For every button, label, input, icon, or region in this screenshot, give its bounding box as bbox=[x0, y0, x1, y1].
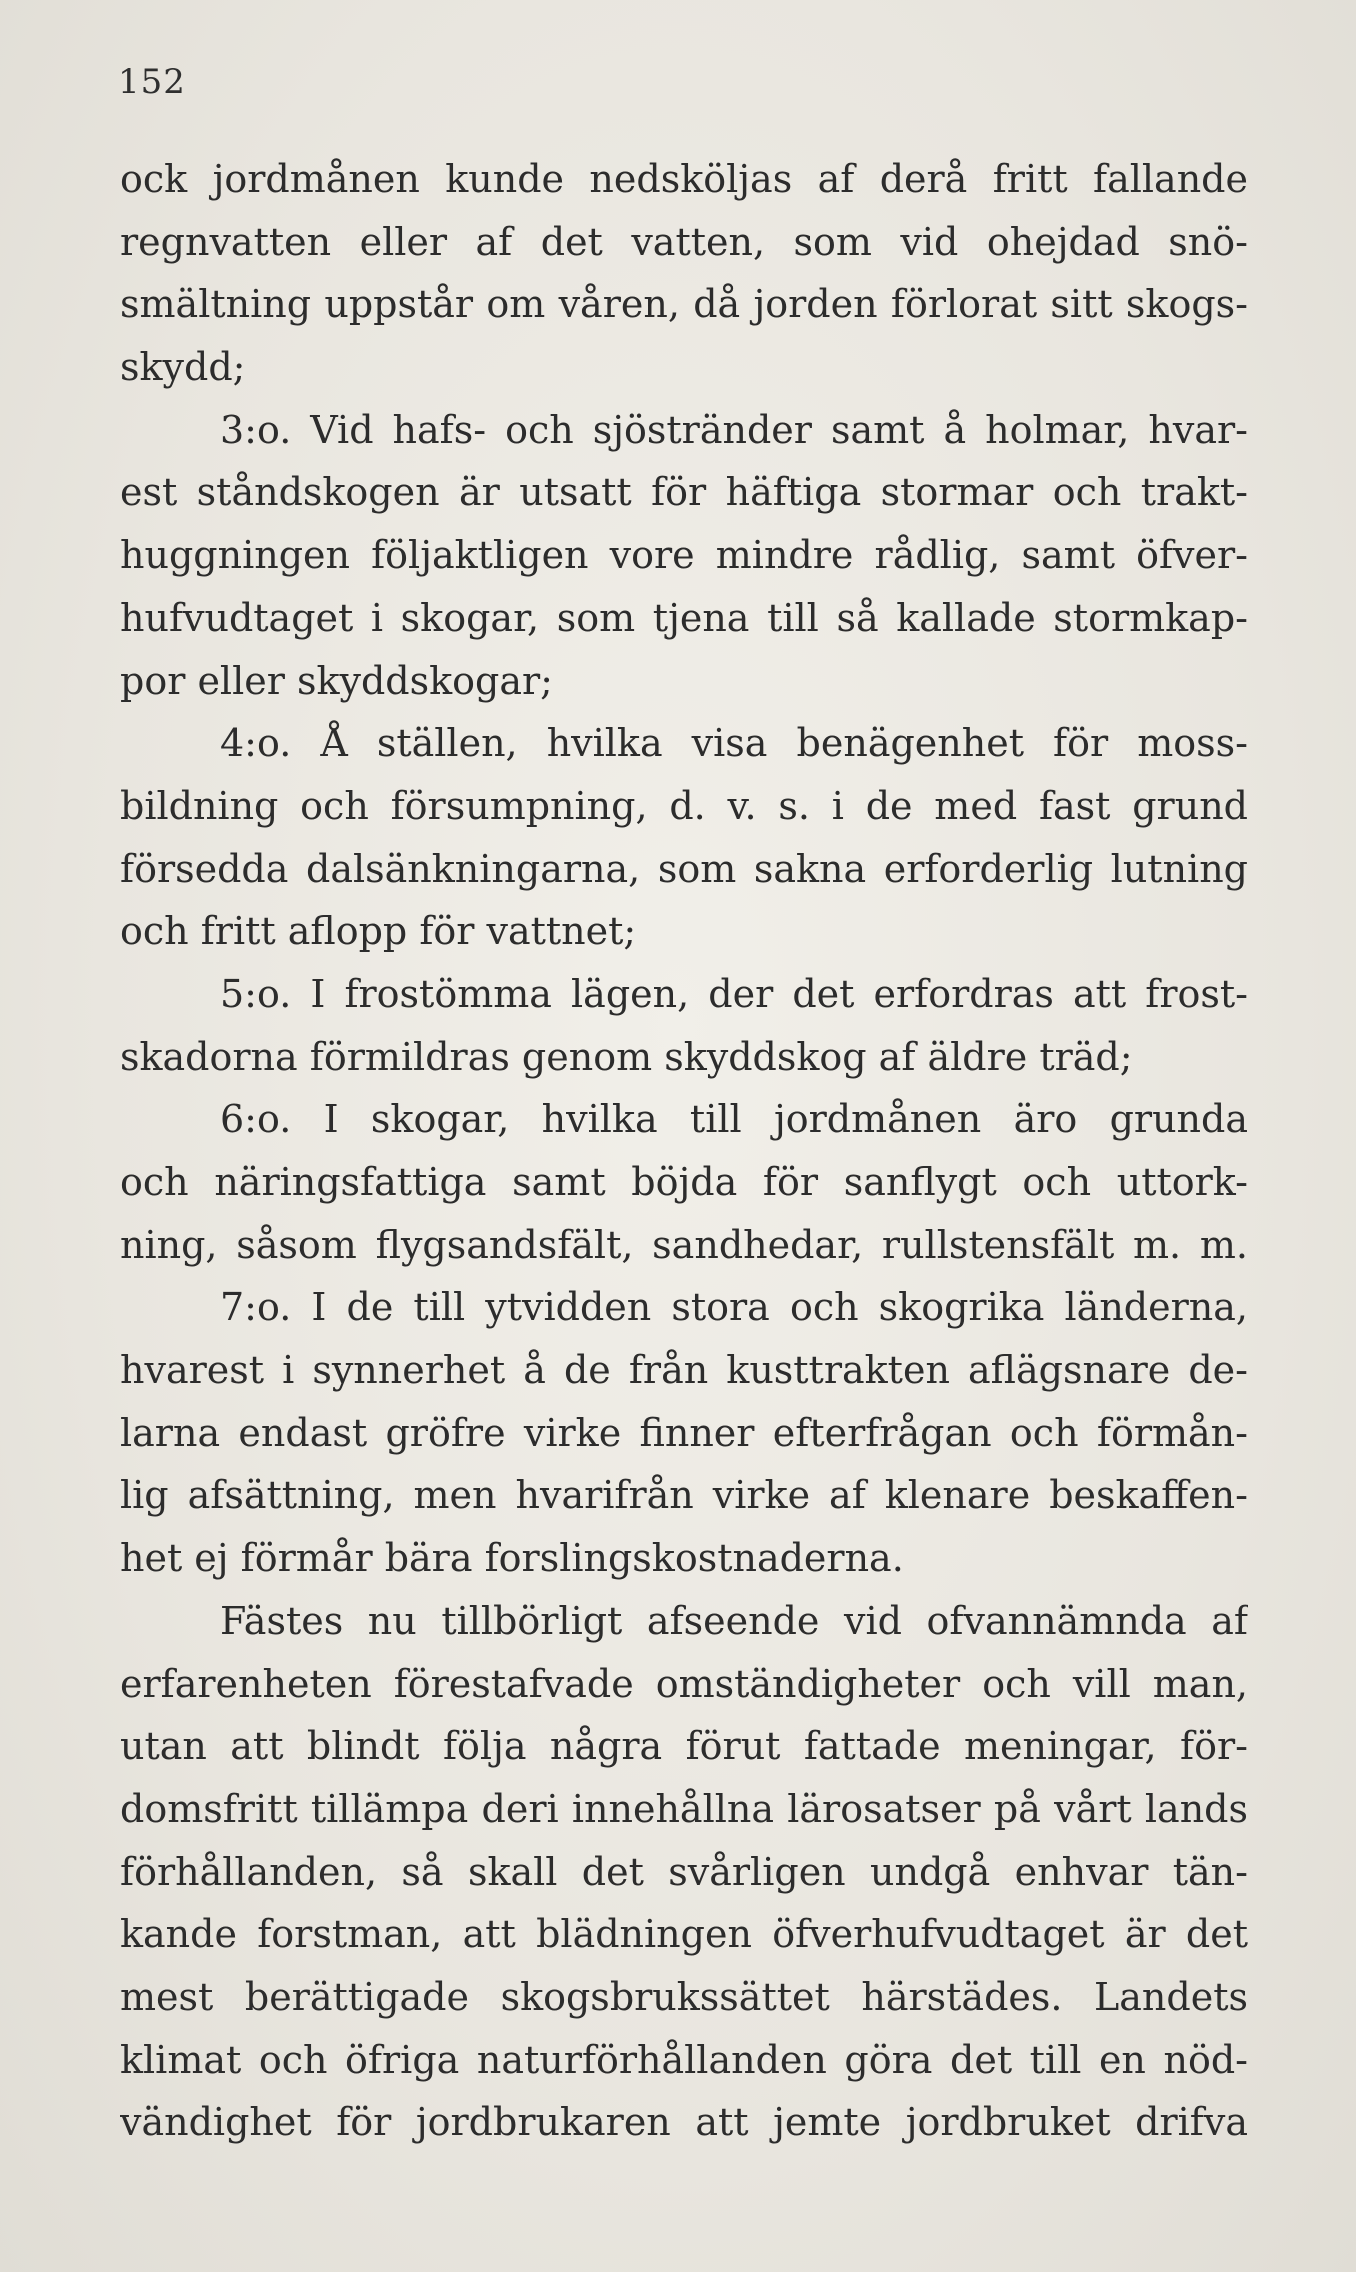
text-line: och näringsfattiga samt böjda för sanflygt och uttork- bbox=[120, 1160, 1248, 1204]
body-text bbox=[120, 148, 1248, 2154]
text-line: 6:o. I skogar, hvilka till jordmånen äro grunda bbox=[220, 1097, 1248, 1142]
text-line: skydd; bbox=[120, 345, 246, 390]
text-line: 4:o. Å ställen, hvilka visa benägenhet för moss- bbox=[220, 721, 1248, 766]
text-line: kande forstman, att blädningen öfverhufvudtaget är det bbox=[120, 1912, 1248, 1957]
text-line: och fritt aflopp för vattnet; bbox=[120, 909, 637, 954]
text-line: hvarest i synnerhet å de från kusttrakten aflägsnare de- bbox=[120, 1348, 1248, 1393]
text-line: het ej förmår bära forslingskostnaderna. bbox=[120, 1536, 904, 1581]
text-line: vändighet för jordbrukaren att jemte jordbruket drifva bbox=[120, 2100, 1248, 2145]
text-line: erfarenheten förestafvade omständigheter och vill man, bbox=[120, 1661, 1248, 1706]
text-line: domsfritt tillämpa deri innehållna lärosatser på vårt lands bbox=[120, 1786, 1248, 1831]
text-line: mest berättigade skogsbrukssättet härstädes. Landets bbox=[120, 1974, 1248, 2019]
text-line: ock jordmånen kunde nedsköljas af derå fritt fallande bbox=[120, 157, 1248, 201]
text-line: utan att blindt följa några förut fattade meningar, för- bbox=[120, 1724, 1248, 1769]
text-line: Fästes nu tillbörligt afseende vid ofvannämnda af bbox=[220, 1598, 1248, 1643]
text-line: larna endast gröfre virke finner efterfrågan och förmån- bbox=[120, 1410, 1248, 1455]
text-line: por eller skyddskogar; bbox=[120, 658, 553, 703]
text-line: 5:o. I frostömma lägen, der det erfordras att frost- bbox=[220, 971, 1248, 1016]
text-line: hufvudtaget i skogar, som tjena till så kallade stormkap- bbox=[120, 595, 1248, 640]
text-line: 3:o. Vid hafs- och sjöstränder samt å holmar, hvar- bbox=[220, 407, 1248, 452]
text-line: försedda dalsänkningarna, som sakna erforderlig lutning bbox=[120, 846, 1248, 891]
text-line: huggningen följaktligen vore mindre rådlig, samt öfver- bbox=[120, 533, 1248, 578]
text-line: lig afsättning, men hvarifrån virke af klenare beskaffen- bbox=[120, 1473, 1248, 1518]
text-line: est ståndskogen är utsatt för häftiga stormar och trakt- bbox=[120, 470, 1248, 515]
text-line: bildning och försumpning, d. v. s. i de med fast grund bbox=[120, 783, 1248, 828]
text-line: smältning uppstår om våren, då jorden förlorat sitt skogs- bbox=[120, 282, 1248, 327]
text-line: regnvatten eller af det vatten, som vid ohejdad snö- bbox=[120, 219, 1248, 264]
text-line: förhållanden, så skall det svårligen undgå enhvar tän- bbox=[120, 1849, 1248, 1894]
page-number: 152 bbox=[118, 62, 186, 102]
text-line: ning, såsom flygsandsfält, sandhedar, rullstensfält m. m. bbox=[120, 1222, 1248, 1267]
text-line: skadorna förmildras genom skyddskog af äldre träd; bbox=[120, 1034, 1133, 1079]
text-line: klimat och öfriga naturförhållanden göra det till en nöd- bbox=[120, 2037, 1248, 2082]
text-line: 7:o. I de till ytvidden stora och skogrika länderna, bbox=[220, 1285, 1248, 1330]
